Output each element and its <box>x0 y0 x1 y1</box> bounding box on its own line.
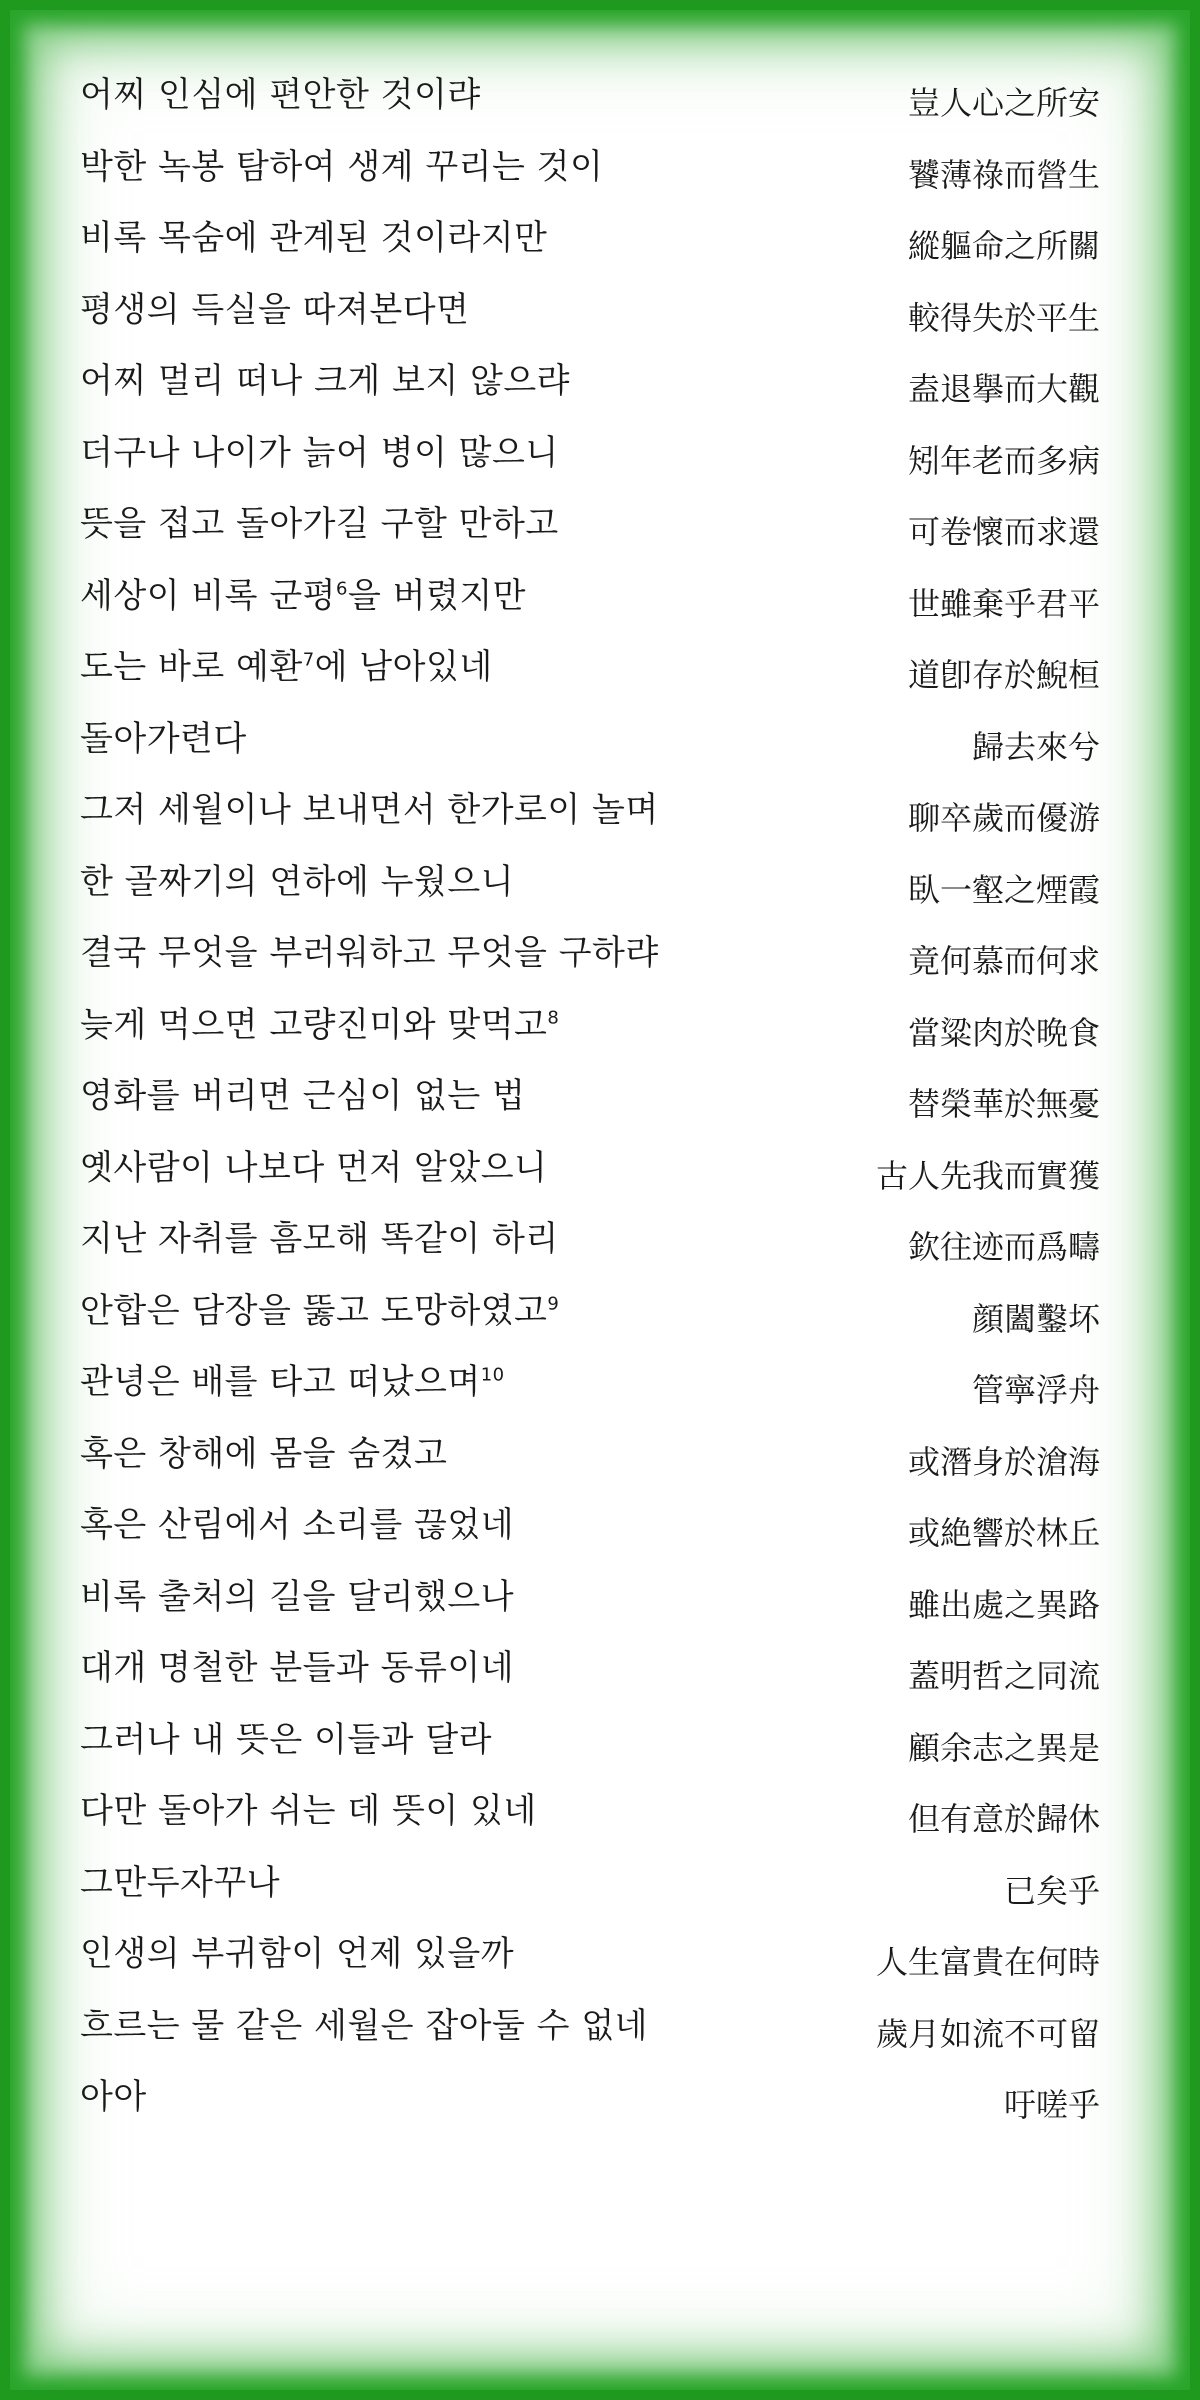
korean-text: 세상이 비록 군평 <box>80 575 337 616</box>
hanja-original: 縱軀命之所關 <box>907 227 1100 265</box>
korean-text: 뜻을 접고 돌아가길 구할 만하고 <box>80 504 559 544</box>
korean-translation <box>80 1502 514 1548</box>
korean-translation <box>80 1931 514 1977</box>
hanja-original: 可卷懷而求還 <box>907 513 1100 551</box>
poem-line <box>0 2003 1200 2075</box>
footnote-marker: 7 <box>302 649 315 671</box>
korean-translation <box>80 501 559 547</box>
poem-line <box>0 1359 1200 1431</box>
hanja-original: 古人先我而實獲 <box>875 1156 1100 1195</box>
hanja-original: 歲月如流不可留 <box>875 2014 1100 2053</box>
hanja-original: 道卽存於鯢桓 <box>907 656 1100 694</box>
poem-line <box>0 1002 1200 1074</box>
korean-translation <box>80 1216 559 1262</box>
korean-translation <box>80 930 659 976</box>
korean-text: 박한 녹봉 탐하여 생계 꾸리는 것이 <box>80 146 604 187</box>
poem-lines <box>0 72 1200 2146</box>
poem-line <box>0 1502 1200 1574</box>
korean-translation <box>80 1002 559 1048</box>
korean-translation <box>80 287 469 333</box>
poem-line <box>0 1860 1200 1932</box>
korean-translation <box>80 1788 537 1834</box>
hanja-original: 管寧浮舟 <box>971 1371 1100 1409</box>
korean-translation <box>80 1645 514 1691</box>
korean-text: 혹은 산림에서 소리를 끊었네 <box>80 1505 515 1545</box>
hanja-original: 顧余志之異是 <box>907 1728 1100 1767</box>
poem-line <box>0 1931 1200 2003</box>
korean-text: 다만 돌아가 쉬는 데 뜻이 있네 <box>80 1791 537 1831</box>
poem-line <box>0 144 1200 216</box>
hanja-original: 矧年老而多病 <box>907 441 1100 480</box>
hanja-original: 蓋明哲之同流 <box>907 1657 1100 1695</box>
hanja-original: 人生富貴在何時 <box>875 1943 1100 1981</box>
poem-line <box>0 72 1200 144</box>
korean-translation <box>80 859 514 905</box>
korean-text: 지난 자취를 흠모해 똑같이 하리 <box>80 1219 559 1259</box>
korean-text: 아아 <box>80 2077 147 2117</box>
poem-line <box>0 1216 1200 1288</box>
korean-text: 흐르는 물 같은 세월은 잡아둘 수 없네 <box>80 2005 649 2046</box>
hanja-original: 替榮華於無憂 <box>907 1085 1100 1123</box>
footnote-marker: 10 <box>480 1364 505 1386</box>
hanja-original: 顔闔鑿坏 <box>971 1299 1100 1338</box>
poem-line <box>0 2074 1200 2146</box>
poem-line <box>0 1645 1200 1717</box>
poem-line <box>0 573 1200 645</box>
korean-text: 비록 출처의 길을 달리했으나 <box>80 1576 515 1617</box>
poem-line <box>0 1574 1200 1646</box>
korean-text: 결국 무엇을 부러워하고 무엇을 구하랴 <box>80 933 659 973</box>
korean-translation <box>80 2003 648 2049</box>
korean-translation <box>80 787 659 833</box>
korean-translation <box>80 1431 447 1477</box>
hanja-original: 歸去來兮 <box>971 727 1100 766</box>
hanja-original: 但有意於歸休 <box>907 1800 1100 1838</box>
korean-text: 도는 바로 예환 <box>80 647 303 687</box>
poem-line <box>0 430 1200 502</box>
korean-text: 혹은 창해에 몸을 숨겼고 <box>80 1433 448 1474</box>
korean-text: 어찌 인심에 편안한 것이랴 <box>80 75 481 115</box>
korean-translation <box>80 72 481 118</box>
korean-text: 영화를 버리면 근심이 없는 법 <box>80 1076 526 1116</box>
poem-line <box>0 644 1200 716</box>
poem-line <box>0 1073 1200 1145</box>
hanja-original: 或潛身於滄海 <box>907 1442 1100 1481</box>
poem-line <box>0 716 1200 788</box>
korean-text: 그만두자꾸나 <box>80 1862 281 1903</box>
korean-text: 돌아가련다 <box>80 718 247 759</box>
hanja-original: 或絶響於林丘 <box>907 1514 1100 1552</box>
korean-text: 관녕은 배를 타고 떠났으며 <box>80 1362 481 1402</box>
korean-translation <box>80 573 526 619</box>
hanja-original: 豈人心之所安 <box>907 84 1100 122</box>
poem-line <box>0 1717 1200 1789</box>
korean-translation <box>80 215 547 261</box>
korean-text: 평생의 득실을 따져본다면 <box>80 289 470 330</box>
hanja-original: 雖出處之異路 <box>907 1585 1100 1624</box>
korean-text: 어찌 멀리 떠나 크게 보지 않으랴 <box>80 361 571 401</box>
korean-translation <box>80 430 559 476</box>
hanja-original: 聊卒歲而優游 <box>907 799 1100 837</box>
korean-text: 그러나 내 뜻은 이들과 달라 <box>80 1719 493 1760</box>
poem-line <box>0 1145 1200 1217</box>
poem-line <box>0 1431 1200 1503</box>
hanja-original: 當粱肉於晩食 <box>907 1013 1100 1052</box>
korean-text-continued: 을 버렸지만 <box>347 575 527 616</box>
korean-text: 그저 세월이나 보내면서 한가로이 놀며 <box>80 790 659 830</box>
korean-text: 한 골짜기의 연하에 누웠으니 <box>80 861 515 902</box>
korean-text: 비록 목숨에 관계된 것이라지만 <box>80 218 548 258</box>
korean-translation <box>80 144 603 190</box>
hanja-original: 較得失於平生 <box>907 298 1100 337</box>
korean-translation <box>80 644 493 690</box>
hanja-original: 世雖棄乎君平 <box>907 584 1100 623</box>
korean-text: 늦게 먹으면 고량진미와 맞먹고 <box>80 1004 548 1045</box>
korean-translation <box>80 1359 505 1405</box>
hanja-original: 饕薄祿而營生 <box>907 155 1100 194</box>
hanja-original: 盍退擧而大觀 <box>907 370 1100 408</box>
poem-line <box>0 930 1200 1002</box>
korean-translation <box>80 716 247 762</box>
korean-translation <box>80 1574 514 1620</box>
korean-text: 안합은 담장을 뚫고 도망하였고 <box>80 1290 548 1331</box>
korean-translation <box>80 1860 280 1906</box>
korean-translation <box>80 1717 492 1763</box>
hanja-original: 臥一壑之煙霞 <box>907 870 1100 909</box>
hanja-original: 欽往迹而爲疇 <box>907 1228 1100 1266</box>
footnote-marker: 6 <box>336 578 348 600</box>
poem-line <box>0 1288 1200 1360</box>
footnote-marker: 9 <box>547 1293 560 1315</box>
poem-line <box>0 215 1200 287</box>
korean-translation <box>80 1073 525 1119</box>
poem-line <box>0 501 1200 573</box>
korean-text-continued: 에 남아있네 <box>314 647 493 687</box>
hanja-original: 吁嗟乎 <box>1003 2086 1100 2124</box>
hanja-original: 竟何慕而何求 <box>907 942 1100 980</box>
poem-line <box>0 287 1200 359</box>
korean-translation <box>80 358 570 404</box>
poem-line <box>0 358 1200 430</box>
korean-text: 대개 명철한 분들과 동류이네 <box>80 1648 515 1688</box>
poem-line <box>0 1788 1200 1860</box>
korean-text: 옛사람이 나보다 먼저 알았으니 <box>80 1147 548 1188</box>
poem-line <box>0 859 1200 931</box>
korean-translation <box>80 2074 147 2120</box>
korean-translation <box>80 1288 559 1334</box>
korean-text: 더구나 나이가 늙어 병이 많으니 <box>80 432 559 473</box>
korean-text: 인생의 부귀함이 언제 있을까 <box>80 1934 515 1974</box>
hanja-original: 已矣乎 <box>1003 1871 1100 1910</box>
poem-line <box>0 787 1200 859</box>
footnote-marker: 8 <box>547 1007 560 1029</box>
korean-translation <box>80 1145 547 1191</box>
